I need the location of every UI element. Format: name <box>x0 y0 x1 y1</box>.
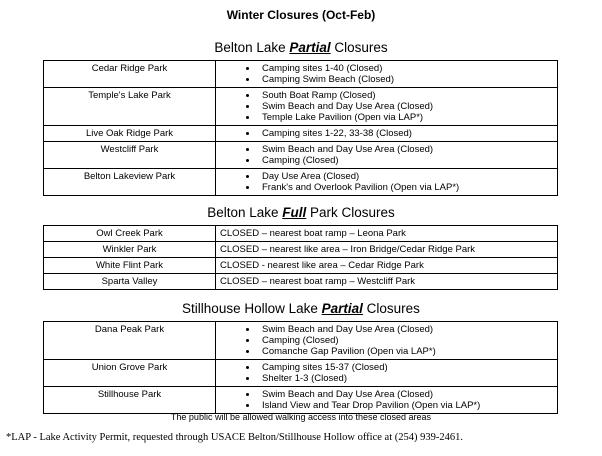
table-row <box>44 88 558 126</box>
closure-item: • Comanche Gap Pavilion (Open via LAP*) <box>258 346 553 357</box>
closure-item: • Shelter 1-3 (Closed) <box>258 373 553 384</box>
walking-access-note: The public will be allowed walking access into these closed areas <box>170 412 432 422</box>
belton-full-table <box>43 225 558 290</box>
closure-item: • Camping sites 15-37 (Closed) <box>258 362 553 373</box>
belton-partial-table <box>43 60 558 196</box>
lap-footnote: *LAP - Lake Activity Permit, requested through USACE Belton/Stillhouse Hollow office at (254) 939-2461. <box>6 432 463 443</box>
table-row <box>44 322 558 360</box>
closure-item: • Camping Swim Beach (Closed) <box>258 74 553 85</box>
park-name: Union Grove Park <box>44 360 216 387</box>
closure-item: • Swim Beach and Day Use Area (Closed) <box>258 389 553 400</box>
table-row <box>44 242 558 258</box>
heading-emphasis: Partial <box>321 301 363 316</box>
park-name: Westcliff Park <box>44 142 216 169</box>
park-name: Owl Creek Park <box>44 226 216 242</box>
heading-text: Stillhouse Hollow Lake <box>182 301 322 316</box>
closure-item: • Frank's and Overlook Pavilion (Open via LAP*) <box>258 182 553 193</box>
closure-details <box>216 126 558 142</box>
table-row <box>44 360 558 387</box>
closure-details: CLOSED - nearest like area – Cedar Ridge Park <box>216 258 558 274</box>
page-title: Winter Closures (Oct-Feb) <box>226 8 376 22</box>
heading-text: Belton Lake <box>207 205 283 220</box>
heading-emphasis: Full <box>282 205 307 220</box>
closure-details <box>216 142 558 169</box>
park-name: Temple's Lake Park <box>44 88 216 126</box>
closure-item: • Swim Beach and Day Use Area (Closed) <box>258 101 553 112</box>
closure-details <box>216 61 558 88</box>
closure-item: • Swim Beach and Day Use Area (Closed) <box>258 324 553 335</box>
park-name: Sparta Valley <box>44 274 216 290</box>
park-name: Cedar Ridge Park <box>44 61 216 88</box>
table-row <box>44 61 558 88</box>
closure-item: • Camping (Closed) <box>258 335 553 346</box>
park-name: Winkler Park <box>44 242 216 258</box>
table-row <box>44 142 558 169</box>
closure-item: • South Boat Ramp (Closed) <box>258 90 553 101</box>
heading-text: Closures <box>362 301 420 316</box>
closure-details: CLOSED – nearest boat ramp – Leona Park <box>216 226 558 242</box>
heading-text: Belton Lake <box>214 40 290 55</box>
heading-text: Closures <box>330 40 388 55</box>
section-heading-stillhouse-partial <box>0 301 602 316</box>
closure-details: CLOSED – nearest boat ramp – Westcliff Park <box>216 274 558 290</box>
table-row <box>44 169 558 196</box>
table-row <box>44 387 558 414</box>
closure-item: • Island View and Tear Drop Pavilion (Open via LAP*) <box>258 400 553 411</box>
closure-details <box>216 88 558 126</box>
closure-item: • Day Use Area (Closed) <box>258 171 553 182</box>
table-row <box>44 258 558 274</box>
heading-emphasis: Partial <box>289 40 331 55</box>
stillhouse-partial-table <box>43 321 558 414</box>
closure-details <box>216 322 558 360</box>
closure-item: • Camping (Closed) <box>258 155 553 166</box>
section-heading-belton-full <box>0 205 602 220</box>
closure-details <box>216 169 558 196</box>
park-name: White Flint Park <box>44 258 216 274</box>
park-name: Live Oak Ridge Park <box>44 126 216 142</box>
table-row <box>44 226 558 242</box>
table-row <box>44 126 558 142</box>
park-name: Stillhouse Park <box>44 387 216 414</box>
closure-details: CLOSED – nearest like area – Iron Bridge/Cedar Ridge Park <box>216 242 558 258</box>
closure-item: • Temple Lake Pavilion (Open via LAP*) <box>258 112 553 123</box>
park-name: Dana Peak Park <box>44 322 216 360</box>
park-name: Belton Lakeview Park <box>44 169 216 196</box>
section-heading-belton-partial <box>0 40 602 55</box>
table-row <box>44 274 558 290</box>
closure-item: • Camping sites 1-22, 33-38 (Closed) <box>258 128 553 139</box>
closure-item: • Swim Beach and Day Use Area (Closed) <box>258 144 553 155</box>
closure-details <box>216 360 558 387</box>
closure-details <box>216 387 558 414</box>
heading-text: Park Closures <box>306 205 395 220</box>
closure-item: • Camping sites 1-40 (Closed) <box>258 63 553 74</box>
